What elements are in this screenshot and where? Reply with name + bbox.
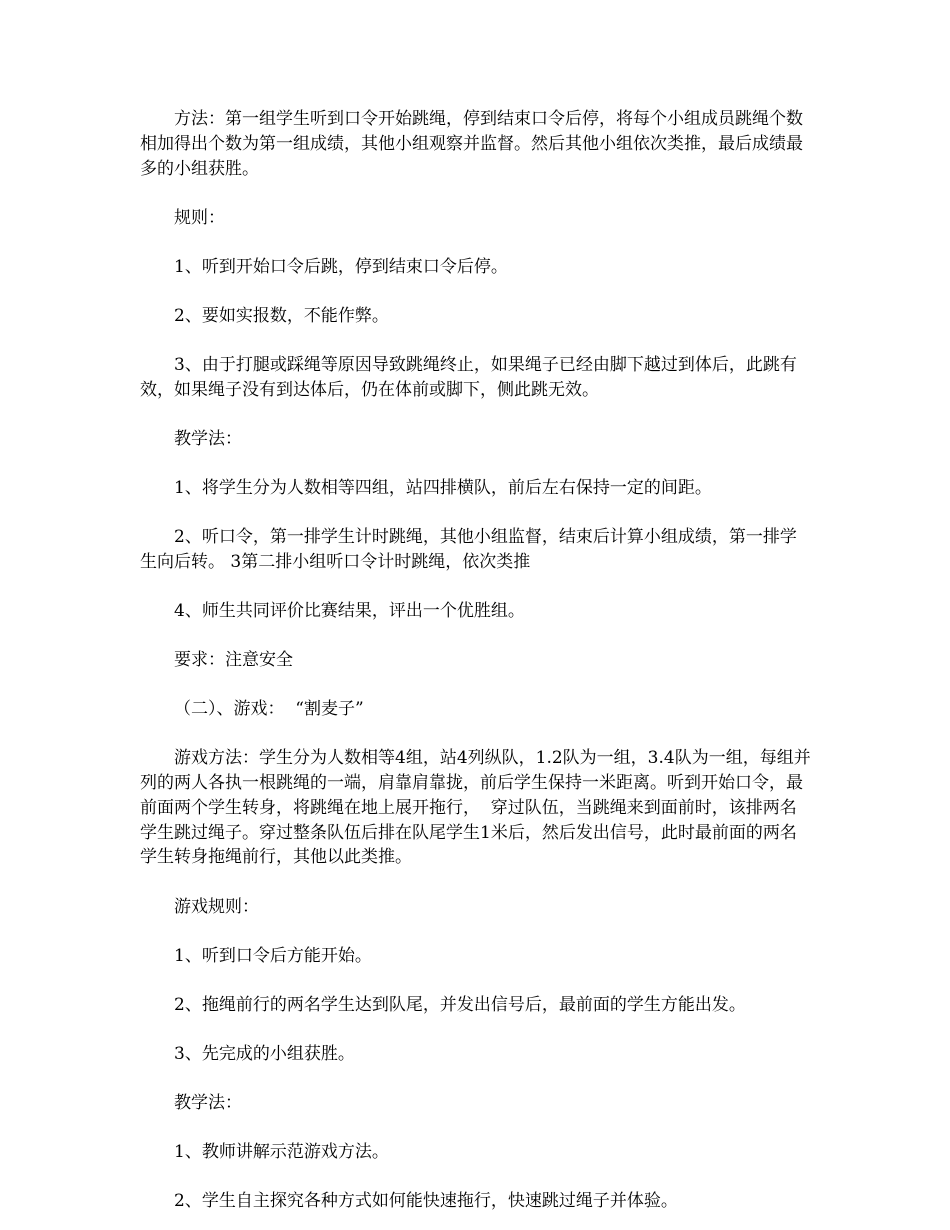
paragraph-game-rule-2: 2、拖绳前行的两名学生达到队尾，并发出信号后，最前面的学生方能出发。 <box>174 994 746 1015</box>
document-page <box>140 107 812 1214</box>
paragraph-rule-1: 1、听到开始口令后跳，停到结束口令后停。 <box>174 256 508 277</box>
paragraph-method: 方法：第一组学生听到口令开始跳绳，停到结束口令后停，将每个小组成员跳绳个数相加得出个数为第一组成绩，其他小组观察并监督。然后其他小组依次类推，最后成绩最多的小组获胜。 <box>140 109 803 179</box>
paragraph-game-rule-3: 3、先完成的小组获胜。 <box>174 1043 355 1064</box>
paragraph-requirement: 要求：注意安全 <box>174 650 293 671</box>
paragraph-game-title: （二）、游戏： “割麦子” <box>174 699 364 720</box>
paragraph-rule-3: 3、由于打腿或踩绳等原因导致跳绳终止，如果绳子已经由脚下越过到体后，此跳有效，如果绳子没有到达体后，仍在体前或脚下，侧此跳无效。 <box>140 354 797 400</box>
paragraph-teaching-2: 2、听口令，第一排学生计时跳绳，其他小组监督，结束后计算小组成绩，第一排学生向后转。 3第二排小组听口令计时跳绳，依次类推 <box>140 527 797 572</box>
paragraph-game-rule-1: 1、听到口令后方能开始。 <box>174 945 372 966</box>
paragraph-rule-2: 2、要如实报数，不能作弊。 <box>174 305 389 326</box>
paragraph-teaching-1: 1、将学生分为人数相等四组，站四排横队，前后左右保持一定的间距。 <box>174 477 712 498</box>
paragraph-teaching-4: 4、师生共同评价比赛结果，评出一个优胜组。 <box>174 600 525 621</box>
paragraph-rules-heading: 规则： <box>174 207 225 228</box>
paragraph-teaching-heading: 教学法： <box>174 428 242 449</box>
paragraph-game-teaching-1: 1、教师讲解示范游戏方法。 <box>174 1141 389 1162</box>
paragraph-game-teaching-2: 2、学生自主探究各种方式如何能快速拖行，快速跳过绳子并体验。 <box>174 1191 678 1212</box>
paragraph-game-method: 游戏方法：学生分为人数相等4组，站4列纵队，1.2队为一组，3.4队为一组，每组并列的两人各执一根跳绳的一端，肩靠肩靠拢，前后学生保持一米距离。听到开始口令，最前面两个学生转身，将跳绳在地上展开拖行， 穿过队伍，当跳绳来到面前时，该排两名学生跳过绳子。穿过整条队伍后排在队尾学生1米后，然后发出信号，此时最前面的两名学生转身拖绳前行，其他以此类推。 <box>140 748 811 868</box>
paragraph-game-rules-heading: 游戏规则： <box>174 896 259 917</box>
paragraph-game-teaching-heading: 教学法： <box>174 1092 242 1113</box>
